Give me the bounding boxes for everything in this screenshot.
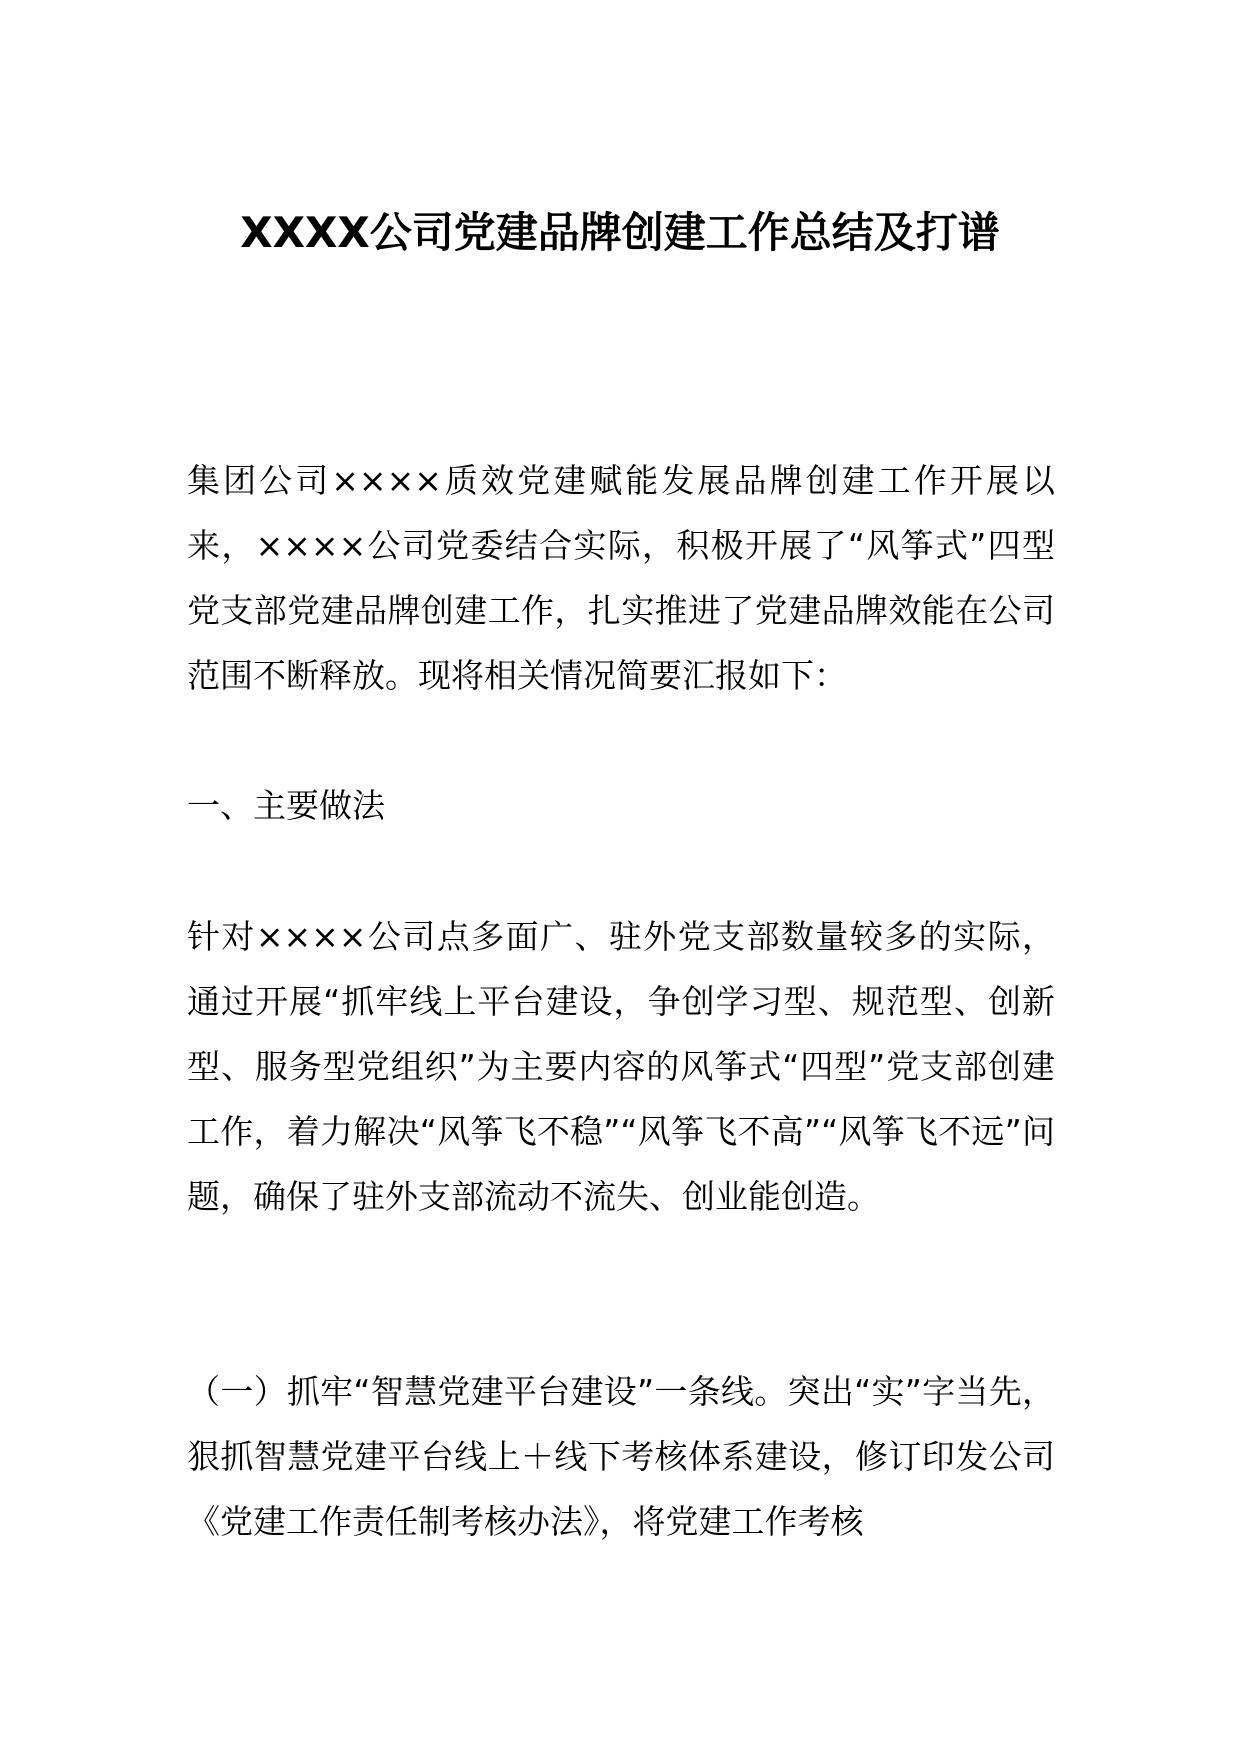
document-title: XXXX公司党建品牌创建工作总结及打谱 <box>240 208 1000 257</box>
method-paragraph: 针对××××公司点多面广、驻外党支部数量较多的实际，通过开展“抓牢线上平台建设，争创学习型、规范型、创新型、服务型党组织”为主要内容的风筝式“四型”党支部创建工作，着力解决“风筝飞不稳”“风筝飞不高”“风筝飞不远”问题，确保了驻外支部流动不流失、创业能创造。 <box>187 917 1055 1216</box>
intro-paragraph: 集团公司××××质效党建赋能发展品牌创建工作开展以来，××××公司党委结合实际，积极开展了“风筝式”四型党支部党建品牌创建工作，扎实推进了党建品牌效能在公司范围不断释放。现将相关情况简要汇报如下： <box>187 461 1055 695</box>
subsection-paragraph: （一）抓牢“智慧党建平台建设”一条线。突出“实”字当先，狠抓智慧党建平台线上＋线下考核体系建设，修订印发公司《党建工作责任制考核办法》，将党建工作考核 <box>187 1372 1055 1541</box>
section-heading: 一、主要做法 <box>187 786 385 825</box>
